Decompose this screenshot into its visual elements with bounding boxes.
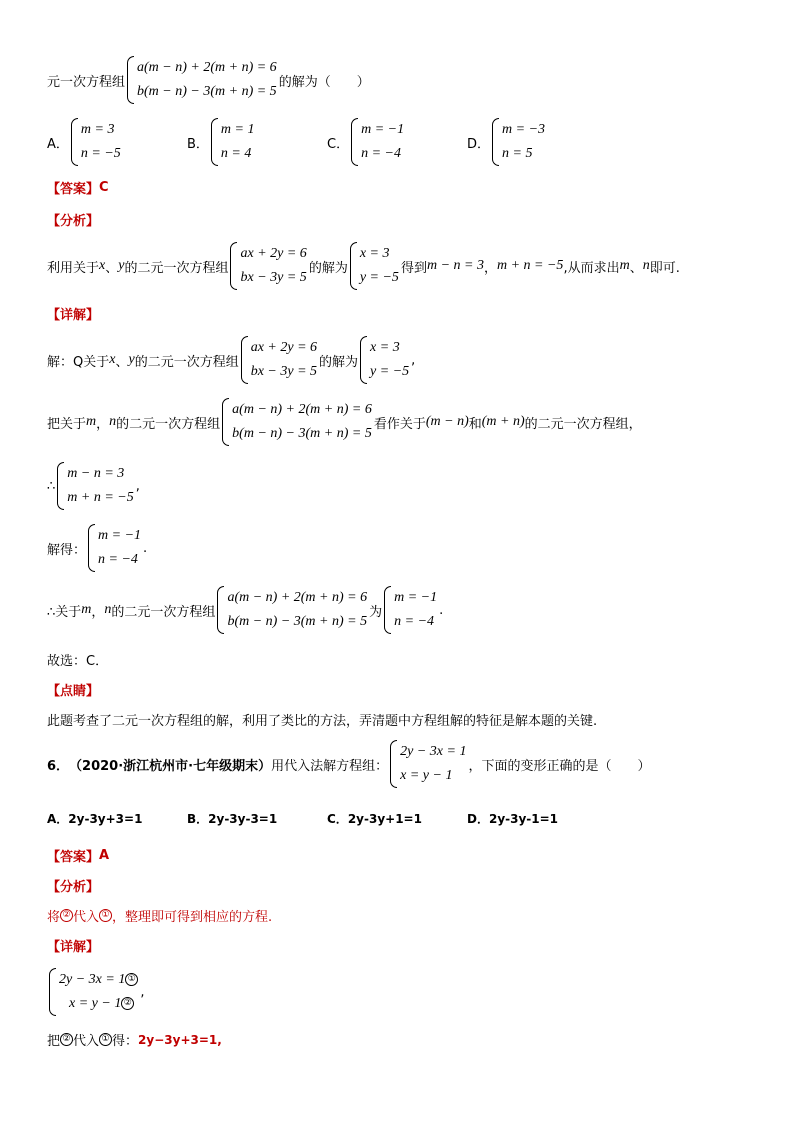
q6-option-b[interactable]: B． 2y-3y-3=1 bbox=[187, 811, 278, 826]
q6-analysis-tag: 【分析】 bbox=[47, 880, 100, 895]
circled-two-icon: ② bbox=[60, 1033, 73, 1046]
q5-option-a[interactable]: A． m = 3 n = −5 bbox=[47, 118, 187, 166]
q5-comment: 此题考查了二元一次方程组的解，利用了类比的方法，弄清题中方程组解的特征是解本题的关键. bbox=[47, 714, 598, 729]
q5-system-row-1: a(m − n) + 2(m + n) = 6 bbox=[137, 60, 277, 75]
q5-answer-value: C bbox=[99, 180, 109, 195]
q6-option-c[interactable]: C． 2y-3y+1=1 bbox=[327, 811, 422, 826]
q5-option-d[interactable]: D． m = −3 n = 5 bbox=[467, 118, 607, 166]
q5-detail-line-2: 把关于 m ， n 的二元一次方程组 a(m − n) + 2(m + n) = 6 b(m − n) − 3(m + n) = 5 看作关于 (m − n) 和 (m + n) 的二元一次方程组， bbox=[47, 398, 642, 446]
q5-detail-line-4: 解得： m = −1 n = −4 . bbox=[47, 524, 147, 572]
q5-detail-line-6: 故选：C． bbox=[47, 654, 109, 669]
q6-substitution: 把 ② 代入 ① 得： 2y−3y+3=1, bbox=[47, 1032, 222, 1049]
q5-detail-line-1: 解：Q关于 x 、 y 的二元一次方程组 ax + 2y = 6 bx − 3y = 5 的解为 x = 3 y = −5 , bbox=[47, 336, 415, 384]
q5-option-b[interactable]: B． m = 1 n = 4 bbox=[187, 118, 327, 166]
circled-one-icon: ① bbox=[125, 973, 138, 986]
q6-answer: 【答案】 A bbox=[47, 848, 110, 865]
q5-analysis-tag: 【分析】 bbox=[47, 214, 100, 229]
q5-system bbox=[127, 56, 277, 104]
q5-analysis-system: ax + 2y = 6 bx − 3y = 5 bbox=[230, 242, 306, 290]
q6-detail-system: 2y − 3x = 1 ① x = y − 1 ② , bbox=[47, 968, 144, 1016]
q5-detail-tag: 【详解】 bbox=[47, 308, 100, 323]
q5-detail-line-3: ∴ m − n = 3 m + n = −5 , bbox=[47, 462, 140, 510]
q6-detail-tag: 【详解】 bbox=[47, 940, 100, 955]
circled-two-icon: ② bbox=[60, 909, 73, 922]
circled-one-icon: ① bbox=[99, 909, 112, 922]
q5-detail-line-5: ∴关于 m ， n 的二元一次方程组 a(m − n) + 2(m + n) = 6 b(m − n) − 3(m + n) = 5 为 m = −1 n = −4 . bbox=[47, 586, 443, 634]
q5-answer: 【答案】 C bbox=[47, 180, 109, 197]
q5-system-row-2: b(m − n) − 3(m + n) = 5 bbox=[137, 84, 277, 99]
q6-option-a[interactable]: A． 2y-3y+3=1 bbox=[47, 811, 143, 826]
q6-stem: 6． （2020·浙江杭州市·七年级期末） 用代入法解方程组： 2y − 3x = 1 x = y − 1 ，下面的变形正确的是（ ） bbox=[47, 740, 650, 788]
q5-stem bbox=[47, 56, 370, 104]
q5-analysis: 利用关于 x 、 y 的二元一次方程组 ax + 2y = 6 bx − 3y = 5 的解为 x = 3 y = −5 得到 m − n = 3 ， m + n = −5 ,从而求出 m 、 n 即可. bbox=[47, 242, 680, 290]
circled-one-icon: ① bbox=[99, 1033, 112, 1046]
q6-answer-value: A bbox=[99, 848, 110, 863]
circled-two-icon: ② bbox=[121, 997, 134, 1010]
q5-comment-tag: 【点睛】 bbox=[47, 684, 100, 699]
q6-source: （2020·浙江杭州市·七年级期末） bbox=[69, 758, 272, 774]
q5-option-c[interactable]: C． m = −1 n = −4 bbox=[327, 118, 467, 166]
q6-analysis: 将 ② 代入 ① ，整理即可得到相应的方程. bbox=[47, 910, 273, 925]
q6-substitution-result: 2y−3y+3=1, bbox=[138, 1032, 222, 1047]
q6-option-d[interactable]: D． 2y-3y-1=1 bbox=[467, 811, 559, 826]
q6-number: 6． bbox=[47, 758, 70, 774]
left-brace bbox=[127, 56, 134, 104]
q6-options bbox=[47, 810, 707, 827]
q5-analysis-solution: x = 3 y = −5 bbox=[350, 242, 399, 290]
q5-options bbox=[47, 118, 707, 166]
q5-stem-suffix: 的解为（ ） bbox=[278, 74, 370, 90]
q5-stem-prefix: 元一次方程组 bbox=[47, 74, 126, 90]
